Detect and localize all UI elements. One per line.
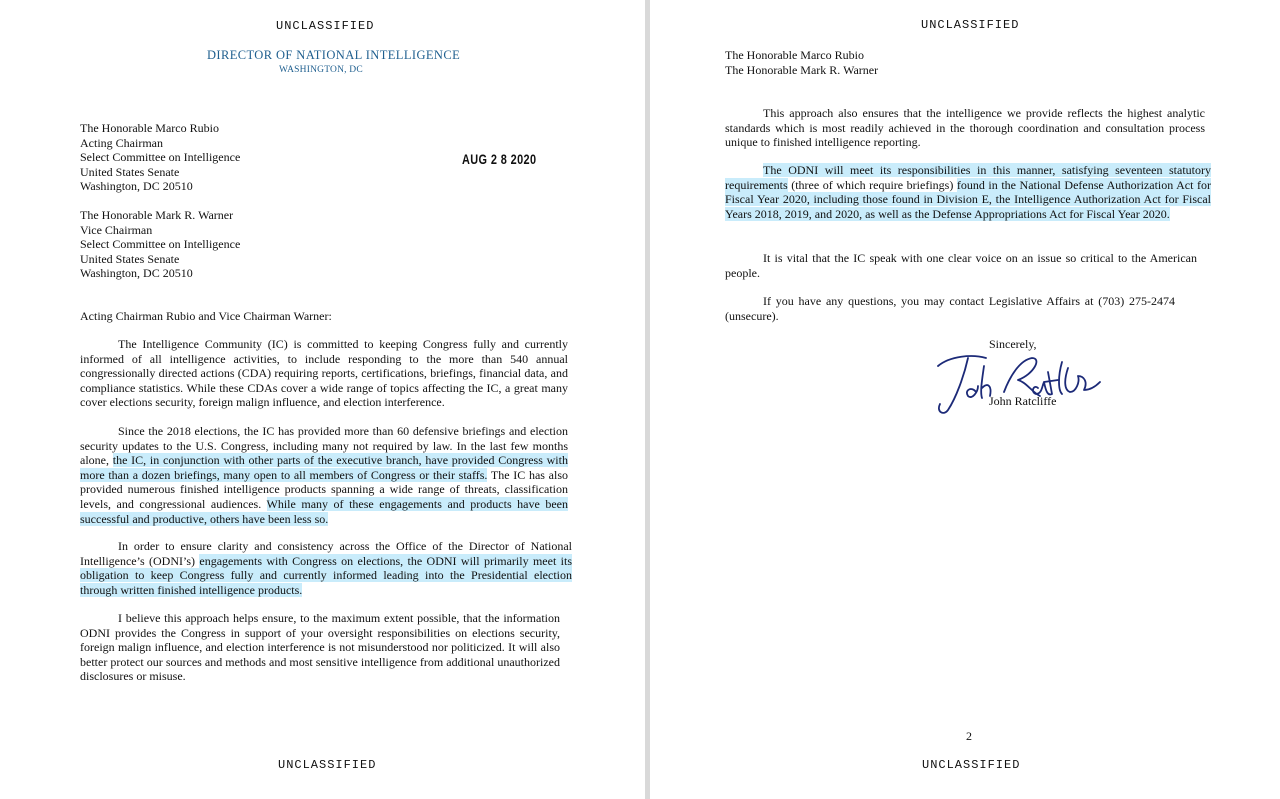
paragraph-2-text: Since the 2018 elections, the IC has provided more than 60 defensive briefings and election security updates to the U.S. Congress, including many not required by law. In the last few months alone, [80, 424, 568, 468]
highlighted-text: The ODNI will meet its responsibilities in this manner, satisfying seventeen statutory requirements [725, 163, 1211, 192]
classification-top: UNCLASSIFIED [276, 19, 375, 33]
highlighted-text: engagements with Congress on elections, the ODNI will primarily meet its obligation to keep Congress fully and currently informed leading into the Presidential election through written finished intelligence products. [80, 553, 572, 597]
paragraph-4: If you have any questions, you may contact Legislative Affairs at (703) 275-2474 (unsecure). [725, 294, 1175, 323]
highlighted-text: found in the National Defense Authorization Act for Fiscal Year 2020, including those found in Division E, the Intelligence Authorization Act for Fiscal Years 2018, 2019, and 2020, as well as the Defense Appropriations Act for Fiscal Year 2020. [725, 177, 1212, 221]
letterhead-title: DIRECTOR OF NATIONAL INTELLIGENCE [207, 48, 461, 62]
recipient-block-1 [80, 121, 240, 194]
salutation: Acting Chairman Rubio and Vice Chairman Warner: [80, 309, 332, 323]
signature-name: John Ratcliffe [989, 394, 1057, 408]
recipient-1-line: The Honorable Marco Rubio [80, 121, 219, 135]
paragraph-3-text: In order to ensure clarity and consistency across the Office of the Director of National Intelligence’s (ODNI’s) [80, 539, 572, 568]
recipient-1-line: Acting Chairman [80, 135, 163, 150]
recipient-1-line: United States Senate [80, 164, 180, 179]
continuation-header [725, 48, 878, 77]
letter-page-2 [650, 0, 1280, 799]
letter-date: AUG 2 8 2020 [462, 151, 537, 167]
recipient-block-2 [80, 208, 240, 281]
paragraph-2-text: The IC has also provided numerous finished intelligence products spanning a wide range of threats, classification levels, and congressional audiences. [80, 467, 568, 511]
recipient-1-line: Select Committee on Intelligence [80, 150, 241, 164]
header-line: The Honorable Mark R. Warner [725, 62, 879, 77]
paragraph-1: The Intelligence Community (IC) is committed to keeping Congress fully and currently informed of all intelligence activities, to include responding to the more than 540 annual congressionally directed actions (CDA) requiring reports, certifications, briefings, financial data, and compliance statistics. While these CDAs cover a wide range of topics affecting the IC, a great many cover elections security, foreign malign influence, and election interference. [80, 337, 568, 410]
paragraph-2 [725, 163, 1211, 221]
header-line: The Honorable Marco Rubio [725, 48, 864, 62]
paragraph-3: It is vital that the IC speak with one clear voice on an issue so critical to the American people. [725, 251, 1197, 280]
paragraph-4: I believe this approach helps ensure, to the maximum extent possible, that the information ODNI provides the Congress in support of your oversight responsibilities on elections security, foreign malign influence, and election interference is not misunderstood nor politicized. It will also better protect our sources and methods and most sensitive intelligence from additional unauthorized disclosures or misuse. [80, 611, 560, 684]
recipient-1-line: Washington, DC 20510 [80, 179, 193, 193]
classification-bottom: UNCLASSIFIED [922, 758, 1021, 772]
highlighted-text: the IC, in conjunction with other parts of the executive branch, have provided Congress with more than a dozen briefings, many open to all members of Congress or their staffs. [80, 453, 568, 482]
letterhead-location: WASHINGTON, DC [279, 65, 363, 75]
closing: Sincerely, [989, 337, 1037, 351]
paragraph-2-text: (three of which require briefings) [787, 177, 957, 192]
classification-top: UNCLASSIFIED [921, 18, 1020, 32]
recipient-2-line: The Honorable Mark R. Warner [80, 208, 234, 222]
paragraph-2 [80, 424, 568, 526]
recipient-2-line: Washington, DC 20510 [80, 266, 193, 280]
classification-bottom: UNCLASSIFIED [278, 758, 377, 772]
paragraph-3 [80, 539, 572, 597]
recipient-2-line: Vice Chairman [80, 222, 153, 237]
recipient-2-line: Select Committee on Intelligence [80, 237, 241, 251]
page-number: 2 [966, 729, 972, 743]
paragraph-1: This approach also ensures that the intelligence we provide reflects the highest analytic standards which is most readily achieved in the thorough coordination and consultation process unique to finished intelligence reporting. [725, 106, 1205, 150]
recipient-2-line: United States Senate [80, 251, 180, 266]
highlighted-text: While many of these engagements and products have been successful and productive, others have been less so. [80, 496, 568, 526]
